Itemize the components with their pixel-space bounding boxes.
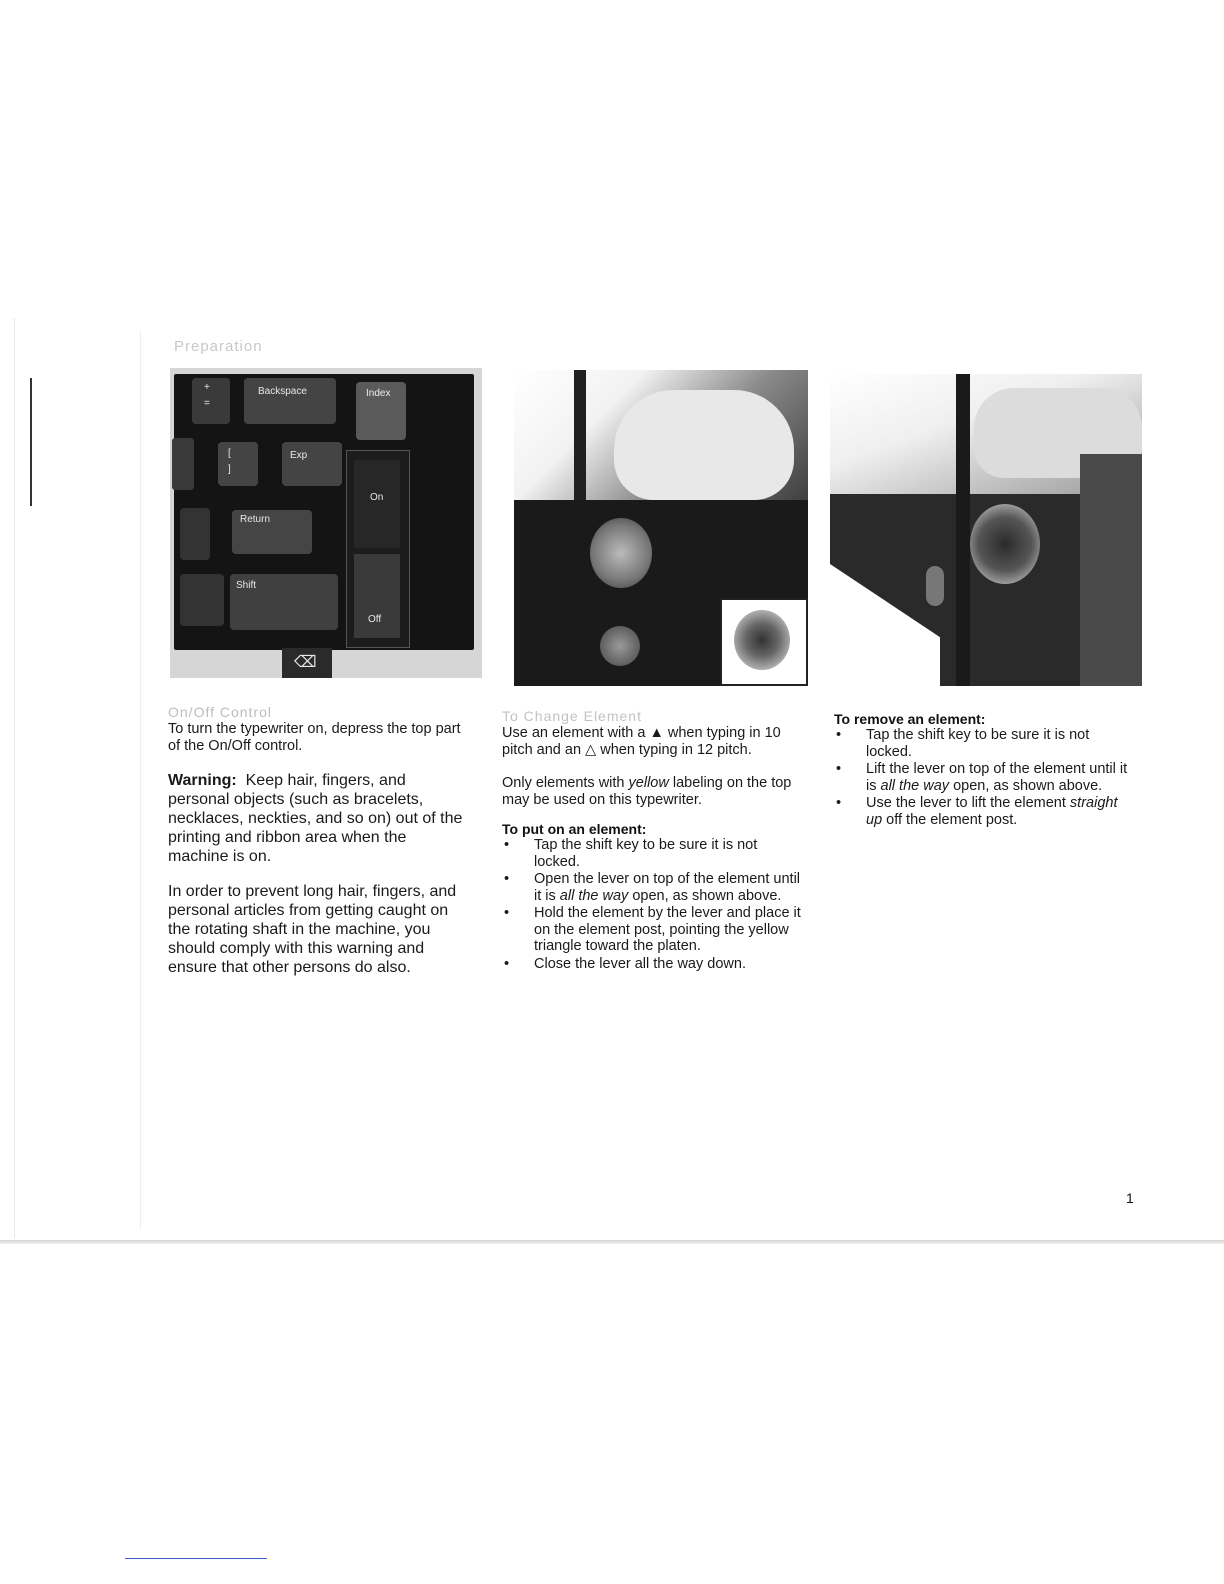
remove-element-photo [830, 374, 1142, 686]
put-on-step-4: Close the lever all the way down. [534, 955, 746, 972]
put-on-step-2c: open, as shown above. [632, 887, 782, 904]
bullet-icon: • [504, 837, 510, 853]
yellow-word: yellow [628, 775, 669, 791]
hand [614, 390, 794, 500]
bullet-icon: • [504, 905, 510, 921]
yellow-paragraph [502, 775, 798, 809]
platen-highlight [830, 564, 940, 686]
warning-label: Warning: [168, 772, 237, 789]
pitch-text-c: when typing in 12 pitch. [600, 742, 752, 758]
remove-step-2a: Lift the lever on top of the element until it is [866, 761, 1128, 794]
backspace-symbol-icon: ⌫ [294, 654, 317, 671]
remove-step-2c: open, as shown above. [953, 777, 1103, 794]
on-off-heading: On/Off Control [168, 704, 273, 720]
equals-key-label: = [204, 398, 210, 409]
shift-key-label: Shift [236, 580, 257, 591]
remove-element-column [834, 711, 1134, 829]
footer-link-underline [125, 1558, 267, 1559]
list-item [502, 871, 802, 904]
list-item [834, 761, 1134, 794]
remove-step-3b: straight up [866, 795, 1118, 828]
backspace-key [244, 378, 336, 424]
ribbon-cartridge [1080, 454, 1142, 686]
yellow-text-c: labeling on the top may be used on this typewriter. [502, 775, 792, 808]
scan-binding-mark [30, 378, 32, 506]
side-key [180, 508, 210, 560]
put-element-photo [514, 370, 808, 686]
bullet-icon: • [836, 761, 842, 777]
remove-step-3a: Use the lever to lift the element [866, 795, 1066, 811]
list-item [502, 956, 802, 973]
bracket-key [218, 442, 258, 486]
yellow-text-a: Only elements with [502, 775, 625, 791]
exp-key-label: Exp [290, 450, 308, 461]
bullet-icon: • [504, 955, 510, 972]
page-number: 1 [1126, 1190, 1134, 1206]
bracket-close-label: ] [228, 464, 231, 475]
element-inset [720, 598, 808, 686]
plus-key-label: + [204, 382, 210, 393]
element-inset-ball [734, 610, 790, 670]
put-on-step-2b: all the way [559, 887, 629, 904]
lower-side-key [180, 574, 224, 626]
put-on-step-1: Tap the shift key to be sure it is not locked. [534, 837, 758, 870]
typing-element-ball [970, 504, 1040, 584]
filled-triangle-icon: ▲ [649, 725, 664, 741]
list-item [502, 837, 802, 870]
keyboard-photo [170, 368, 482, 678]
list-item [834, 727, 1134, 760]
outline-triangle-icon: △ [585, 742, 597, 758]
off-switch-half [354, 554, 400, 638]
section-title: Preparation [174, 338, 263, 355]
plus-key [192, 378, 230, 424]
bullet-icon: • [504, 871, 510, 887]
exp-key [282, 442, 342, 486]
bracket-open-label: [ [228, 448, 231, 459]
return-key-label: Return [240, 514, 271, 525]
bullet-icon: • [836, 727, 842, 743]
put-on-step-2a: Open the lever on top of the element until it is [534, 871, 801, 904]
pitch-paragraph [502, 725, 798, 759]
element-post-rod [956, 374, 970, 686]
warning-text: Keep hair, fingers, and personal objects (such as bracelets, necklaces, neckties, and so on) out of the printing and ribbon area when the machine is on. [168, 772, 463, 865]
index-key-label: Index [366, 388, 391, 399]
list-item [834, 795, 1134, 828]
remove-heading: To remove an element: [834, 711, 986, 727]
on-off-intro: To turn the typewriter on, depress the top part of the On/Off control. [168, 721, 461, 754]
put-on-step-3: Hold the element by the lever and place it on the element post, pointing the yellow triangle toward the platen. [534, 905, 801, 954]
change-element-column [502, 708, 802, 973]
typing-element-ball [590, 518, 652, 588]
scan-fold-line [140, 330, 141, 1230]
remove-step-1: Tap the shift key to be sure it is not locked. [866, 727, 1090, 760]
scan-edge-left [14, 318, 15, 1238]
change-element-heading: To Change Element [502, 708, 642, 724]
element-post-knob [926, 566, 944, 606]
put-on-heading: To put on an element: [502, 821, 647, 837]
backspace-key-label: Backspace [258, 386, 307, 397]
list-item [502, 905, 802, 955]
left-partial-key [172, 438, 194, 490]
remove-step-2b: all the way [880, 777, 950, 794]
on-off-column [168, 704, 478, 977]
off-label: Off [368, 614, 382, 625]
safety-note: In order to prevent long hair, fingers, and personal articles from getting caught on the rotating shaft in the machine, you should comply with this warning and ensure that other persons do also. [168, 883, 457, 976]
scan-bottom-edge [0, 1240, 1224, 1244]
bullet-icon: • [836, 795, 842, 811]
element-post [600, 626, 640, 666]
remove-step-3c: off the element post. [886, 811, 1018, 828]
put-on-steps [502, 837, 802, 972]
pitch-text-a: Use an element with a [502, 725, 646, 741]
on-label: On [370, 492, 384, 503]
warning-paragraph [168, 771, 468, 866]
on-switch-half [354, 460, 400, 548]
remove-steps [834, 727, 1134, 828]
pitch-text-b: when typing in 10 pitch and an [502, 725, 781, 758]
